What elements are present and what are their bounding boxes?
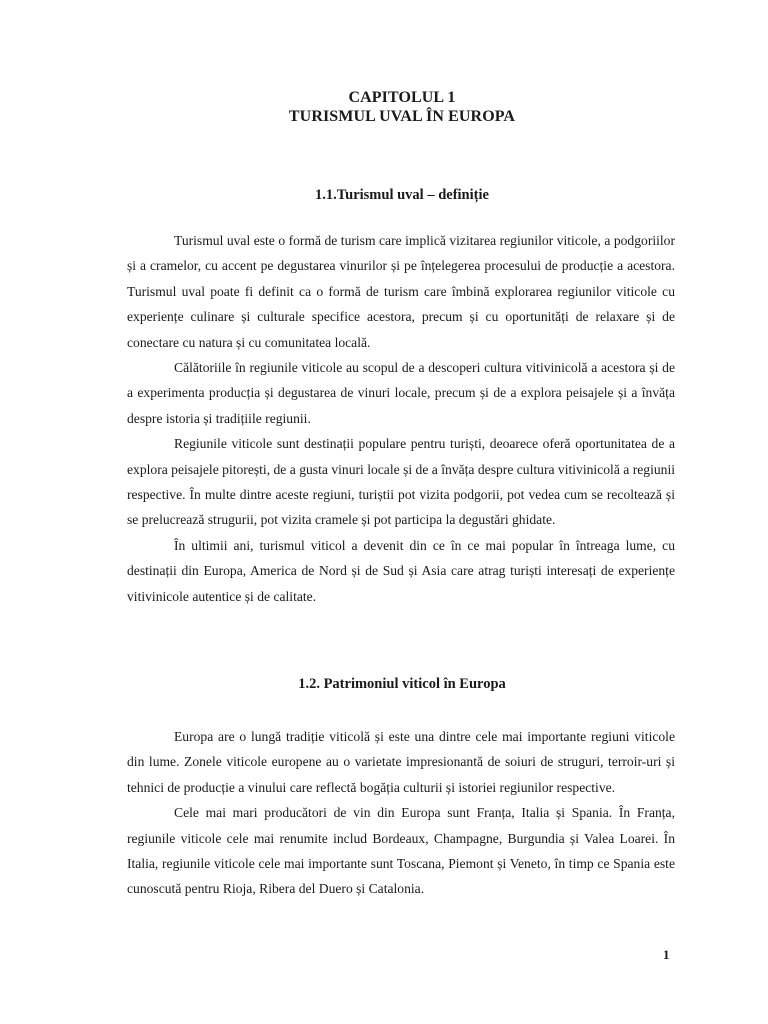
chapter-number: CAPITOLUL 1 <box>348 89 456 106</box>
paragraph: În ultimii ani, turismul viticol a devenit din ce în ce mai popular în întreaga lume, cu destinații din Europa, America de Nord și de Sud și Asia care atrag turiști interesați de experiențe vitivinicole autentice și de calitate. <box>127 537 675 604</box>
paragraph: Europa are o lungă tradiție viticolă și este una dintre cele mai importante regiuni viticole din lume. Zonele viticole europene au o varietate impresionantă de soiuri de struguri, terroir-uri și tehnici de producție a vinului care reflectă bogăția culturii și istoriei regiunilor respective. <box>127 729 675 795</box>
paragraph: Regiunile viticole sunt destinații populare pentru turiști, deoarece oferă oportunitatea de a explora peisajele pitorești, de a gusta vinuri locale și de a învăța despre cultura vitivinicolă a regiunii respective. În multe dintre aceste regiuni, turiștii pot vizita podgorii, pot vedea cum se recoltează și se prelucrează strugurii, pot vizita cramele și pot participa la degustări ghidate. <box>127 436 675 528</box>
page-number: 1 <box>663 947 670 962</box>
paragraph: Turismul uval este o formă de turism care implică vizitarea regiunilor viticole, a podgoriilor și a cramelor, cu accent pe degustarea vinurilor și pe înțelegerea procesului de producție a acestora. Turismul uval poate fi definit ca o formă de turism care îmbină explorarea regiunilor viticole cu experiențe culinare și culturale specifice acestora, precum și cu oportunități de relaxare și de conectare cu natura și cu comunitatea locală. <box>127 233 675 350</box>
section-2-heading: 1.2. Patrimoniul viticol în Europa <box>298 676 506 692</box>
chapter-title: TURISMUL UVAL ÎN EUROPA <box>288 108 516 125</box>
paragraph: Cele mai mari producători de vin din Europa sunt Franța, Italia și Spania. În Franța, regiunile viticole cele mai renumite includ Bordeaux, Champagne, Burgundia și Valea Loarei. În Italia, regiunile viticole cele mai importante sunt Toscana, Piemont și Veneto, în timp ce Spania este cunoscută pentru Rioja, Ribera del Duero și Catalonia. <box>127 805 675 897</box>
section-1-heading: 1.1.Turismul uval – definiție <box>315 187 489 203</box>
section-2-body <box>127 724 675 902</box>
paragraph: Călătoriile în regiunile viticole au scopul de a descoperi cultura vitivinicolă a acestora și de a experimenta producția și degustarea de vinuri locale, precum și de a explora peisajele și a învăța despre istoria și tradițiile regiunii. <box>127 360 675 426</box>
section-1-body <box>127 228 675 609</box>
